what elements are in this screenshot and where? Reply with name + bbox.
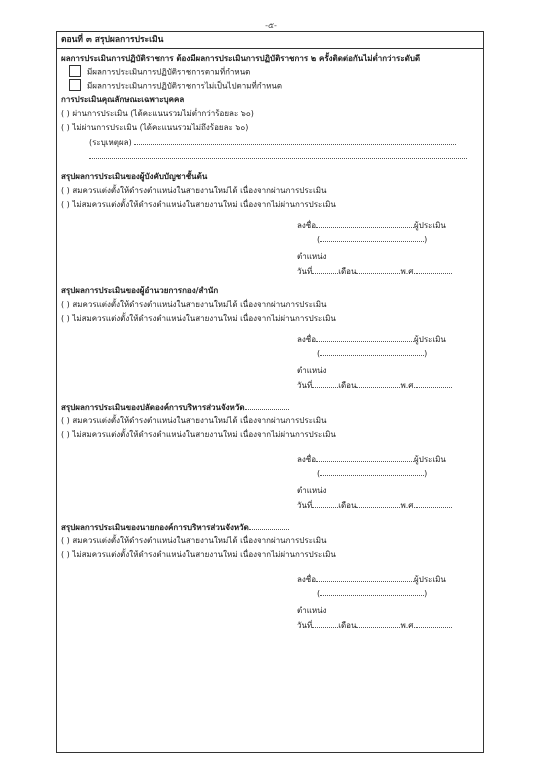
character-heading: การประเมินคุณลักษณะเฉพาะบุคคล xyxy=(61,95,185,104)
section-3-heading: สรุปผลการประเมินของปลัดองค์การบริหารส่วนจังหวัด xyxy=(61,403,245,412)
section-4-heading-row xyxy=(61,521,289,533)
signature-field[interactable] xyxy=(316,333,414,342)
year-field[interactable] xyxy=(416,499,452,508)
form-frame xyxy=(56,31,484,753)
year-label: พ.ศ. xyxy=(400,267,416,276)
name-field[interactable] xyxy=(320,347,424,356)
sign-label: ลงชื่อ xyxy=(297,455,317,464)
year-label: พ.ศ. xyxy=(400,501,416,510)
month-field[interactable] xyxy=(356,265,400,274)
position-label: ตำแหน่ง xyxy=(297,606,327,615)
close-paren: ) xyxy=(424,469,428,478)
reason-field[interactable] xyxy=(134,136,456,145)
position-label: ตำแหน่ง xyxy=(297,366,327,375)
section-3-unsuitable-option[interactable]: ( ) ไม่สมควรแต่งตั้งให้ดำรงตำแหน่งในสายงานใหม่ เนื่องจากไม่ผ่านการประเมิน xyxy=(61,430,336,439)
performance-option-2[interactable] xyxy=(69,80,282,92)
section-1-heading: สรุปผลการประเมินของผู้บังคับบัญชาชั้นต้น xyxy=(61,172,208,181)
date-label: วันที่ xyxy=(297,267,313,276)
assessor-label: ผู้ประเมิน xyxy=(414,575,446,584)
performance-heading: ผลการประเมินการปฏิบัติราชการ ต้องมีผลการประเมินการปฏิบัติราชการ ๒ ครั้งติดต่อกันไม่ต่ำกว่าระดับดี xyxy=(61,54,421,63)
signature-field[interactable] xyxy=(316,453,414,462)
position-label: ตำแหน่ง xyxy=(297,252,327,261)
performance-option-1-label: มีผลการประเมินการปฏิบัติราชการตามที่กำหนด xyxy=(87,67,251,77)
checkbox-icon[interactable] xyxy=(69,79,81,91)
month-label: เดือน xyxy=(338,621,357,630)
section-2-heading: สรุปผลการประเมินของผู้อำนวยการกอง/สำนัก xyxy=(61,286,219,295)
day-field[interactable] xyxy=(312,499,338,508)
character-fail-option[interactable]: ( ) ไม่ผ่านการประเมิน (ได้คะแนนรวมไม่ถึงร้อยละ ๖๐) xyxy=(61,123,249,132)
part-title: ตอนที่ ๓ สรุปผลการประเมิน xyxy=(57,32,483,49)
year-field[interactable] xyxy=(416,619,452,628)
section-4-suitable-option[interactable]: ( ) สมควรแต่งตั้งให้ดำรงตำแหน่งในสายงานใหม่ได้ เนื่องจากผ่านการประเมิน xyxy=(61,536,327,545)
month-label: เดือน xyxy=(338,501,357,510)
open-paren: ( xyxy=(317,349,321,358)
year-field[interactable] xyxy=(416,379,452,388)
date-label: วันที่ xyxy=(297,621,313,630)
character-pass-option[interactable]: ( ) ผ่านการประเมิน (ได้คะแนนรวมไม่ต่ำกว่าร้อยละ ๖๐) xyxy=(61,109,254,118)
checkbox-icon[interactable] xyxy=(69,65,81,77)
reason-label: (ระบุเหตุผล) xyxy=(89,138,132,147)
date-label: วันที่ xyxy=(297,501,313,510)
year-label: พ.ศ. xyxy=(400,381,416,390)
section-4-heading: สรุปผลการประเมินของนายกองค์การบริหารส่วนจังหวัด xyxy=(61,523,249,532)
section-4-unsuitable-option[interactable]: ( ) ไม่สมควรแต่งตั้งให้ดำรงตำแหน่งในสายงานใหม่ เนื่องจากไม่ผ่านการประเมิน xyxy=(61,550,336,559)
section-1-unsuitable-option[interactable]: ( ) ไม่สมควรแต่งตั้งให้ดำรงตำแหน่งในสายงานใหม่ เนื่องจากไม่ผ่านการประเมิน xyxy=(61,200,336,209)
assessor-label: ผู้ประเมิน xyxy=(414,221,446,230)
performance-option-2-label: มีผลการประเมินการปฏิบัติราชการไม่เป็นไปตามที่กำหนด xyxy=(87,81,283,91)
section-3-suitable-option[interactable]: ( ) สมควรแต่งตั้งให้ดำรงตำแหน่งในสายงานใหม่ได้ เนื่องจากผ่านการประเมิน xyxy=(61,416,327,425)
day-field[interactable] xyxy=(312,265,338,274)
reason-row-2 xyxy=(89,150,467,162)
position-label: ตำแหน่ง xyxy=(297,486,327,495)
province-field[interactable] xyxy=(245,401,289,410)
date-label: วันที่ xyxy=(297,381,313,390)
section-2-suitable-option[interactable]: ( ) สมควรแต่งตั้งให้ดำรงตำแหน่งในสายงานใหม่ได้ เนื่องจากผ่านการประเมิน xyxy=(61,300,327,309)
day-field[interactable] xyxy=(312,379,338,388)
page-number: -๕- xyxy=(265,21,277,30)
reason-field-2[interactable] xyxy=(89,150,467,159)
close-paren: ) xyxy=(424,589,428,598)
open-paren: ( xyxy=(317,589,321,598)
month-label: เดือน xyxy=(338,381,357,390)
province-field[interactable] xyxy=(249,521,289,530)
month-field[interactable] xyxy=(356,379,400,388)
signature-field[interactable] xyxy=(316,573,414,582)
close-paren: ) xyxy=(424,349,428,358)
section-3-heading-row xyxy=(61,401,289,413)
name-field[interactable] xyxy=(320,233,424,242)
sign-label: ลงชื่อ xyxy=(297,575,317,584)
name-field[interactable] xyxy=(320,587,424,596)
assessor-label: ผู้ประเมิน xyxy=(414,455,446,464)
close-paren: ) xyxy=(424,235,428,244)
year-field[interactable] xyxy=(416,265,452,274)
assessor-label: ผู้ประเมิน xyxy=(414,335,446,344)
year-label: พ.ศ. xyxy=(400,621,416,630)
month-field[interactable] xyxy=(356,619,400,628)
reason-row xyxy=(89,136,456,148)
sign-label: ลงชื่อ xyxy=(297,221,317,230)
performance-option-1[interactable] xyxy=(69,66,250,78)
month-label: เดือน xyxy=(338,267,357,276)
open-paren: ( xyxy=(317,235,321,244)
open-paren: ( xyxy=(317,469,321,478)
signature-field[interactable] xyxy=(316,219,414,228)
section-2-unsuitable-option[interactable]: ( ) ไม่สมควรแต่งตั้งให้ดำรงตำแหน่งในสายงานใหม่ เนื่องจากไม่ผ่านการประเมิน xyxy=(61,314,336,323)
day-field[interactable] xyxy=(312,619,338,628)
sign-label: ลงชื่อ xyxy=(297,335,317,344)
name-field[interactable] xyxy=(320,467,424,476)
month-field[interactable] xyxy=(356,499,400,508)
section-1-suitable-option[interactable]: ( ) สมควรแต่งตั้งให้ดำรงตำแหน่งในสายงานใหม่ได้ เนื่องจากผ่านการประเมิน xyxy=(61,186,327,195)
